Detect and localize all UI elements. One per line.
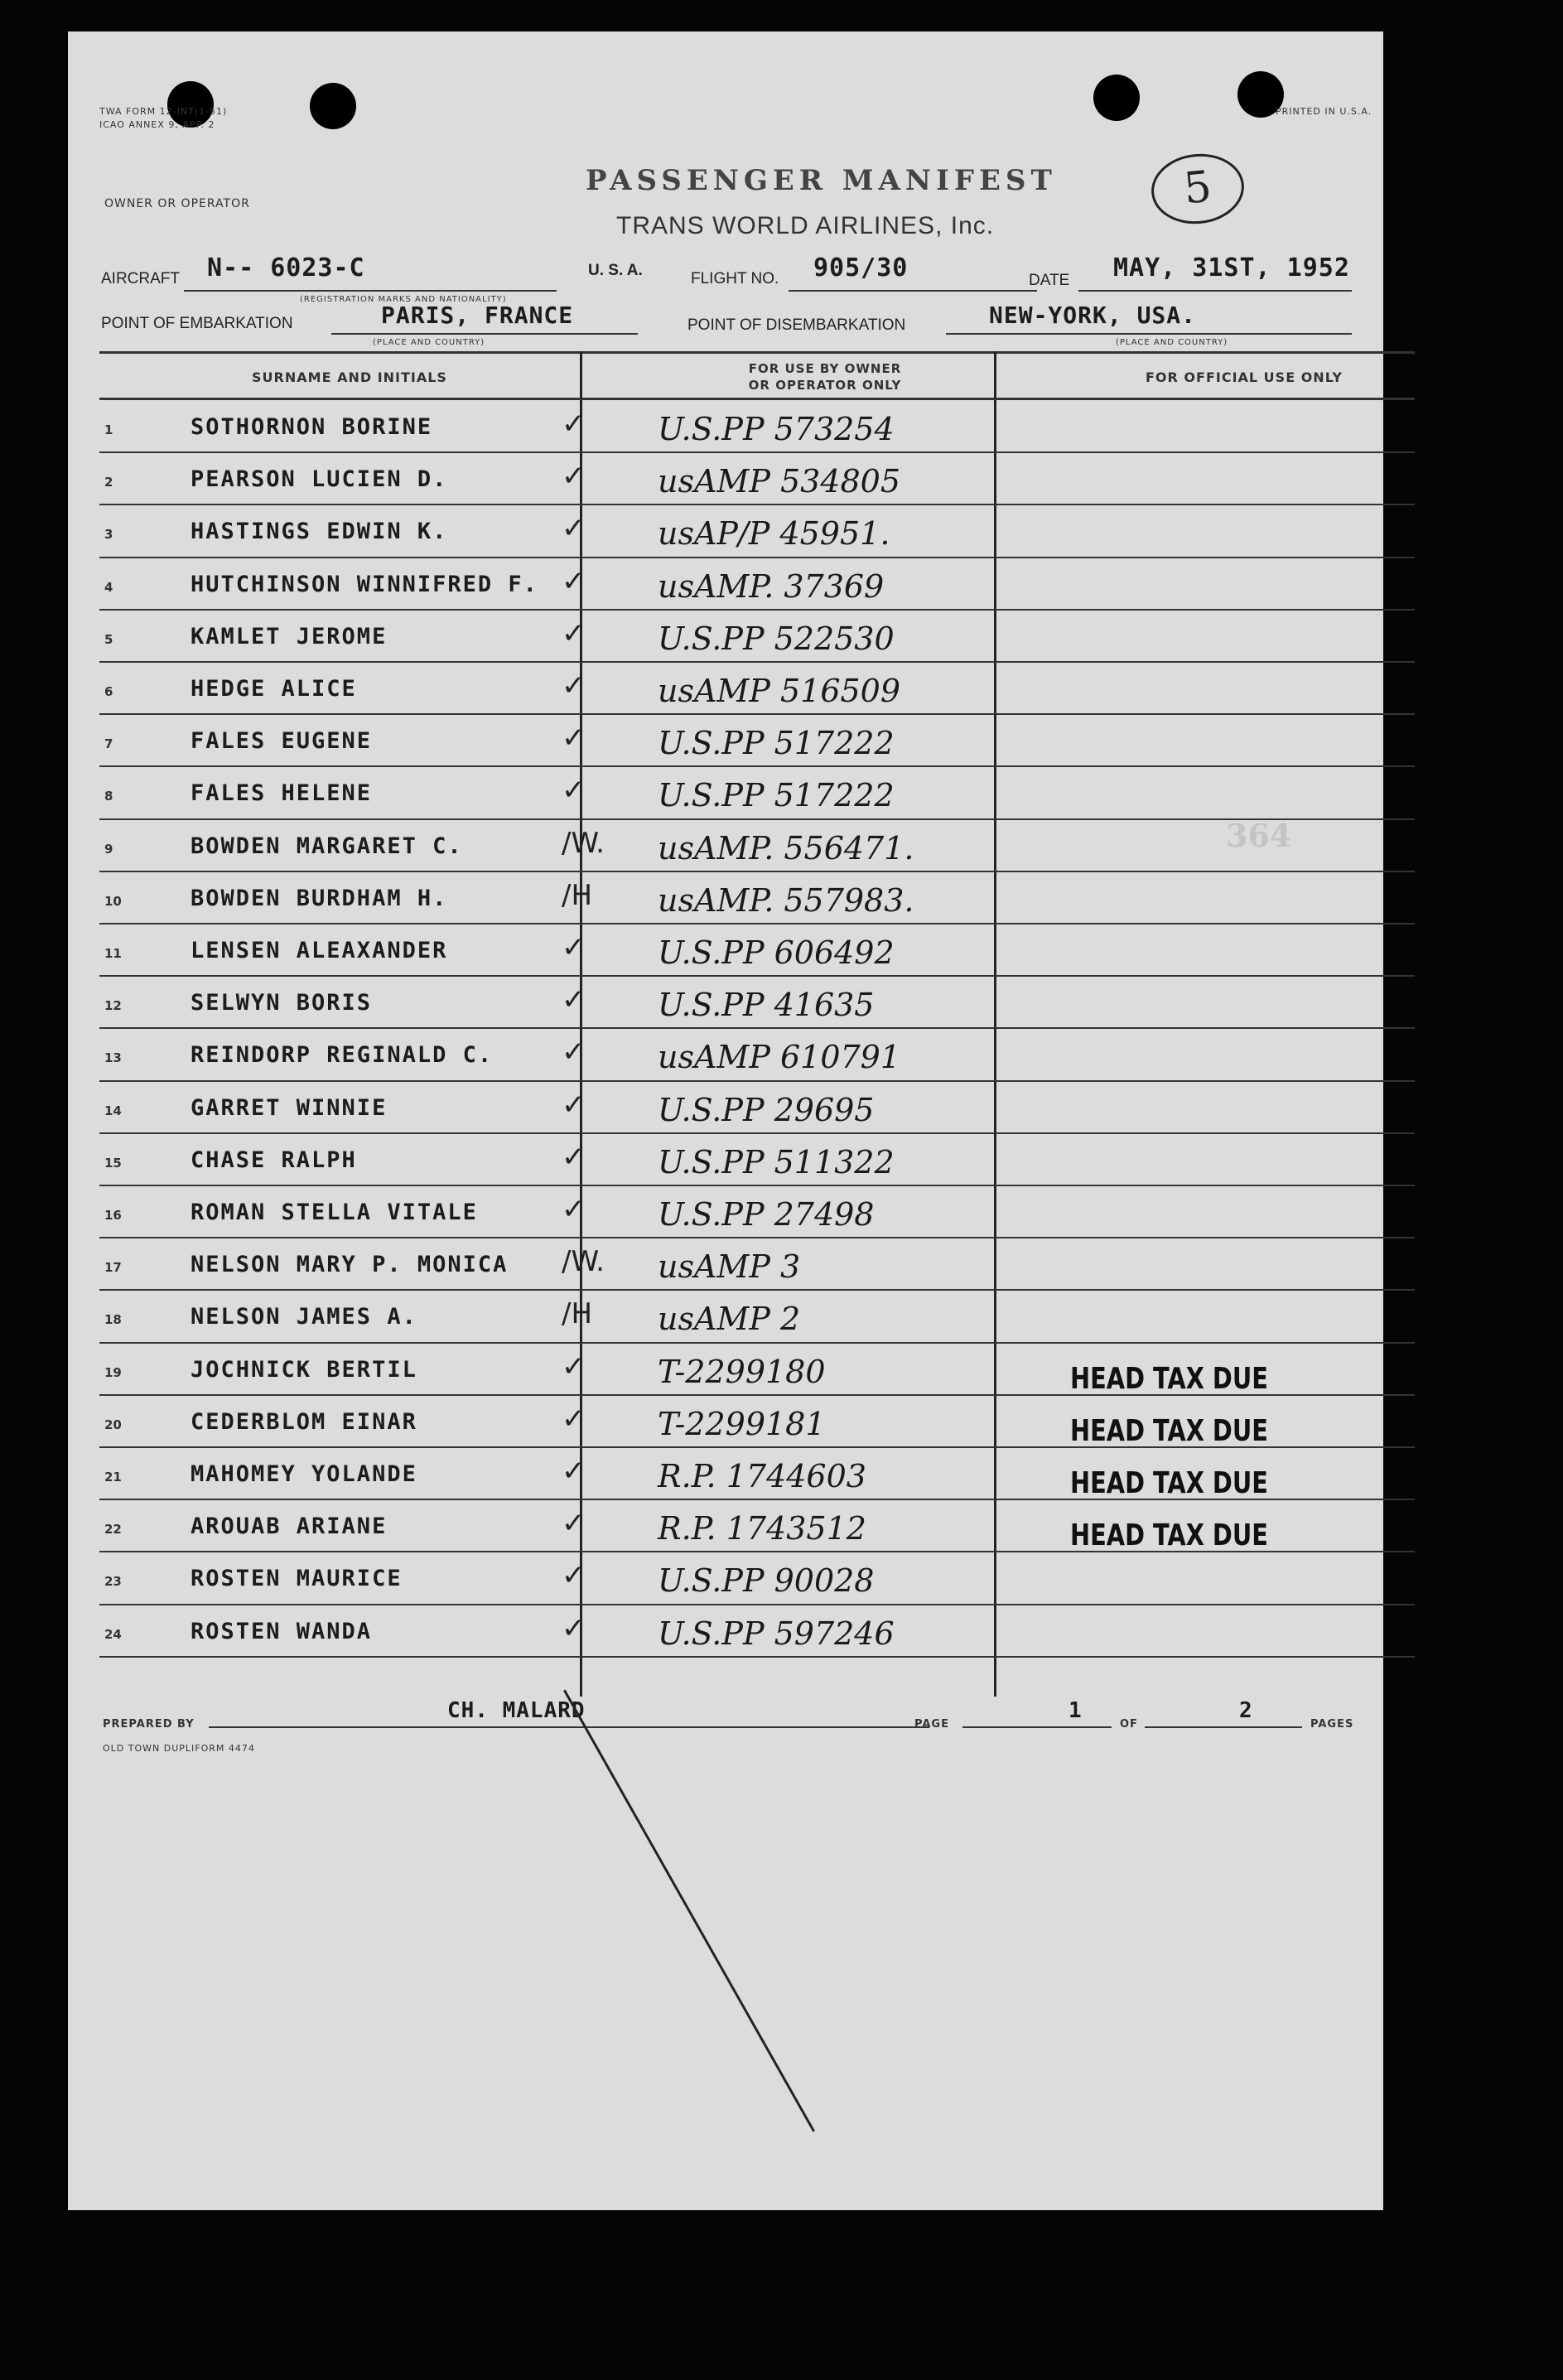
passenger-name: FALES HELENE	[191, 780, 373, 807]
passport-number: T-2299180	[658, 1353, 826, 1390]
row-number: 5	[104, 631, 113, 647]
printed-in: PRINTED IN U.S.A.	[1276, 106, 1372, 117]
passenger-name: REINDORP REGINALD C.	[191, 1042, 494, 1069]
row-number: 21	[104, 1470, 122, 1484]
check-mark: ✓	[562, 1088, 586, 1122]
passenger-name: MAHOMEY YOLANDE	[191, 1461, 417, 1487]
check-mark: ✓	[562, 669, 586, 702]
embark-note: (PLACE AND COUNTRY)	[373, 338, 485, 347]
passport-number: U.S.PP 606492	[658, 934, 895, 971]
passenger-name: SOTHORNON BORINE	[191, 414, 433, 440]
passenger-name: HASTINGS EDWIN K.	[191, 519, 448, 545]
official-note: HEAD TAX DUE	[1070, 1518, 1268, 1553]
passenger-name: GARRET WINNIE	[191, 1094, 388, 1121]
row-number: 23	[104, 1574, 122, 1590]
usa-label: U. S. A.	[588, 262, 643, 279]
row-number: 12	[104, 998, 122, 1014]
disembark-note: (PLACE AND COUNTRY)	[1116, 338, 1228, 347]
passport-number: usAMP 610791	[658, 1039, 901, 1076]
registration-note: (REGISTRATION MARKS AND NATIONALITY)	[300, 295, 507, 304]
owner-label: OWNER OR OPERATOR	[104, 197, 250, 210]
passport-number: R.P. 1744603	[658, 1458, 866, 1494]
flight-label: FLIGHT NO.	[691, 270, 779, 287]
check-mark: /H	[562, 878, 593, 912]
check-mark: ✓	[562, 1611, 586, 1645]
form-id-line1: TWA FORM 12-INT(1-51)	[99, 106, 228, 117]
passport-number: usAMP. 557983.	[658, 881, 914, 919]
check-mark: ✓	[562, 722, 586, 756]
row-number: 17	[104, 1260, 122, 1276]
date-value: MAY, 31ST, 1952	[1113, 253, 1350, 282]
prepared-value: CH. MALARD	[447, 1698, 586, 1723]
row-number: 11	[104, 946, 122, 961]
column-header-official: FOR OFFICIAL USE ONLY	[1146, 369, 1343, 385]
form-id-line2: ICAO ANNEX 9, APP. 2	[99, 119, 215, 130]
row-number: 3	[104, 527, 113, 543]
passport-number: U.S.PP 29695	[658, 1091, 875, 1128]
passenger-name: BOWDEN BURDHAM H.	[191, 885, 448, 911]
punch-hole	[310, 83, 356, 129]
page-value: 1	[1069, 1698, 1083, 1723]
row-number: 13	[104, 1050, 122, 1066]
manifest-sheet	[68, 31, 1383, 2210]
passenger-name: KAMLET JEROME	[191, 623, 388, 649]
official-note: HEAD TAX DUE	[1070, 1413, 1268, 1448]
passport-number: T-2299181	[658, 1405, 826, 1442]
prepared-label: PREPARED BY	[103, 1718, 195, 1731]
passport-number: U.S.PP 517222	[658, 777, 895, 814]
check-mark: ✓	[562, 1140, 586, 1174]
row-number: 24	[104, 1626, 122, 1642]
stamp-number: 364	[1226, 817, 1292, 854]
diagonal-cancel-stroke	[563, 1690, 815, 2132]
page-label: PAGE	[914, 1718, 949, 1731]
row-number: 7	[104, 736, 113, 752]
row-number: 1	[104, 422, 113, 437]
row-number: 6	[104, 684, 113, 699]
check-mark: ✓	[562, 1559, 586, 1593]
form-printer: OLD TOWN DUPLIFORM 4474	[103, 1743, 255, 1754]
check-mark: ✓	[562, 408, 586, 441]
passport-number: usAMP 516509	[658, 673, 901, 709]
row-number: 9	[104, 841, 113, 857]
row-number: 8	[104, 789, 113, 804]
check-mark: ✓	[562, 1349, 586, 1383]
embark-value: PARIS, FRANCE	[381, 302, 574, 329]
row-number: 4	[104, 579, 113, 595]
of-label: OF	[1120, 1718, 1138, 1731]
passenger-name: AROUAB ARIANE	[191, 1513, 388, 1540]
pages-label: PAGES	[1310, 1718, 1354, 1731]
passport-number: U.S.PP 27498	[658, 1196, 875, 1233]
row-number: 19	[104, 1364, 122, 1380]
row-number: 20	[104, 1417, 122, 1432]
passenger-name: FALES EUGENE	[191, 728, 373, 755]
airline-name: TRANS WORLD AIRLINES, Inc.	[616, 212, 995, 239]
check-mark: ✓	[562, 460, 586, 494]
passenger-name: NELSON JAMES A.	[191, 1304, 417, 1330]
passport-number: usAMP. 37369	[658, 567, 885, 605]
page-marker-circled: 5	[1148, 149, 1247, 228]
aircraft-value: N-- 6023-C	[207, 253, 365, 282]
check-mark: /W.	[562, 1245, 605, 1279]
passport-number: U.S.PP 41635	[658, 987, 875, 1024]
check-mark: ✓	[562, 564, 586, 598]
passport-number: usAMP 3	[658, 1248, 801, 1286]
passenger-name: LENSEN ALEAXANDER	[191, 938, 448, 963]
manifest-title: PASSENGER MANIFEST	[586, 164, 1057, 197]
row-number: 15	[104, 1155, 122, 1171]
check-mark: /H	[562, 1297, 593, 1331]
check-mark: ✓	[562, 616, 586, 650]
passport-number: U.S.PP 597246	[658, 1615, 895, 1652]
passport-number: usAP/P 45951.	[658, 515, 890, 553]
column-header-operator-line1: FOR USE BY OWNER	[748, 361, 902, 376]
row-number: 14	[104, 1103, 122, 1118]
check-mark: ✓	[562, 1193, 586, 1226]
passport-number: R.P. 1743512	[658, 1510, 866, 1547]
passenger-name: ROSTEN WANDA	[191, 1618, 373, 1644]
row-number: 18	[104, 1312, 122, 1328]
passenger-name: HUTCHINSON WINNIFRED F.	[191, 571, 538, 597]
row-number: 16	[104, 1208, 122, 1223]
passport-number: U.S.PP 522530	[658, 620, 895, 657]
check-mark: ✓	[562, 983, 586, 1017]
passport-number: usAMP. 556471.	[658, 829, 914, 867]
row-number: 10	[104, 893, 122, 909]
passenger-name: HEDGE ALICE	[191, 676, 357, 702]
check-mark: ✓	[562, 1402, 586, 1436]
of-value: 2	[1239, 1698, 1253, 1723]
passenger-name: CEDERBLOM EINAR	[191, 1408, 417, 1435]
passport-number: U.S.PP 573254	[658, 411, 895, 447]
row-number: 22	[104, 1522, 122, 1538]
passenger-name: PEARSON LUCIEN D.	[191, 466, 448, 493]
flight-value: 905/30	[813, 253, 909, 282]
punch-hole	[1093, 75, 1140, 121]
passenger-name: ROSTEN MAURICE	[191, 1566, 403, 1592]
check-mark: /W.	[562, 826, 605, 860]
passenger-name: ROMAN STELLA VITALE	[191, 1200, 478, 1225]
check-mark: ✓	[562, 774, 586, 808]
passenger-name: BOWDEN MARGARET C.	[191, 833, 463, 859]
official-note: HEAD TAX DUE	[1070, 1466, 1268, 1500]
passport-number: U.S.PP 511322	[658, 1143, 895, 1180]
check-mark: ✓	[562, 931, 586, 964]
disembark-value: NEW-YORK, USA.	[989, 302, 1197, 329]
passenger-name: SELWYN BORIS	[191, 990, 373, 1016]
date-label: DATE	[1029, 272, 1070, 289]
passport-number: U.S.PP 517222	[658, 725, 895, 762]
embark-label: POINT OF EMBARKATION	[101, 315, 293, 332]
passport-number: U.S.PP 90028	[658, 1562, 875, 1600]
passenger-name: NELSON MARY P. MONICA	[191, 1252, 509, 1278]
aircraft-label: AIRCRAFT	[101, 270, 180, 287]
passport-number: usAMP 2	[658, 1301, 801, 1338]
column-header-operator-line2: OR OPERATOR ONLY	[748, 378, 902, 393]
column-header-name: SURNAME AND INITIALS	[252, 369, 447, 385]
check-mark: ✓	[562, 1036, 586, 1069]
official-note: HEAD TAX DUE	[1070, 1361, 1268, 1396]
check-mark: ✓	[562, 1455, 586, 1488]
passenger-name: CHASE RALPH	[191, 1147, 357, 1173]
check-mark: ✓	[562, 512, 586, 546]
passenger-name: JOCHNICK BERTIL	[191, 1356, 417, 1383]
passport-number: usAMP 534805	[658, 463, 901, 500]
row-number: 2	[104, 475, 113, 490]
check-mark: ✓	[562, 1507, 586, 1541]
disembark-label: POINT OF DISEMBARKATION	[687, 316, 906, 334]
